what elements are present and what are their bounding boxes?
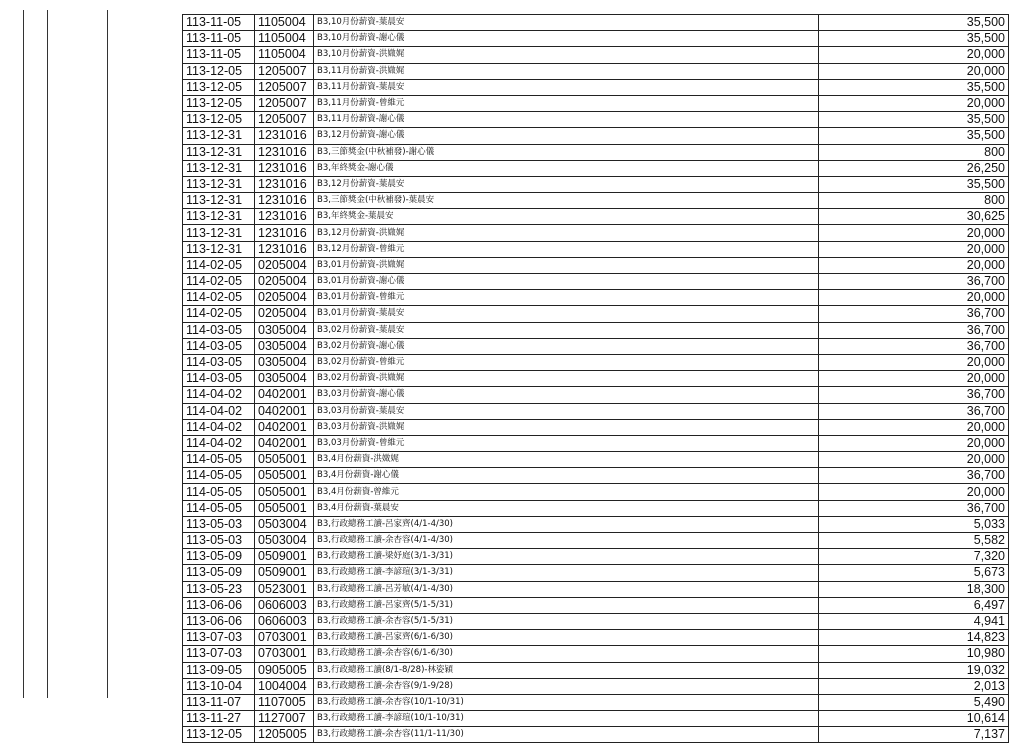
amount-cell: 10,980 bbox=[819, 646, 1009, 662]
description-cell: B3,10月份薪資-葉晨安 bbox=[314, 15, 819, 31]
voucher-cell: 0523001 bbox=[255, 581, 314, 597]
table-row bbox=[183, 646, 1009, 662]
date-cell: 113-12-31 bbox=[183, 225, 255, 241]
amount-cell: 36,700 bbox=[819, 306, 1009, 322]
amount-cell: 5,582 bbox=[819, 533, 1009, 549]
table-row bbox=[183, 209, 1009, 225]
amount-cell: 2,013 bbox=[819, 678, 1009, 694]
date-cell: 113-06-06 bbox=[183, 597, 255, 613]
voucher-cell: 0402001 bbox=[255, 387, 314, 403]
table-row bbox=[183, 290, 1009, 306]
description-cell: B3,03月份薪資-謝心儀 bbox=[314, 387, 819, 403]
table-row bbox=[183, 533, 1009, 549]
description-cell: B3,10月份薪資-洪媺娓 bbox=[314, 47, 819, 63]
table-row bbox=[183, 549, 1009, 565]
table-row bbox=[183, 452, 1009, 468]
voucher-cell: 0509001 bbox=[255, 565, 314, 581]
description-cell: B3,12月份薪資-曾維元 bbox=[314, 241, 819, 257]
voucher-cell: 0305004 bbox=[255, 354, 314, 370]
description-cell: B3,行政總務工讀(8/1-8/28)-林姿穎 bbox=[314, 662, 819, 678]
voucher-cell: 0305004 bbox=[255, 322, 314, 338]
description-cell: B3,01月份薪資-洪媺娓 bbox=[314, 257, 819, 273]
table-row bbox=[183, 112, 1009, 128]
date-cell: 113-12-31 bbox=[183, 144, 255, 160]
date-cell: 113-10-04 bbox=[183, 678, 255, 694]
voucher-cell: 0505001 bbox=[255, 484, 314, 500]
amount-cell: 20,000 bbox=[819, 452, 1009, 468]
description-cell: B3,行政總務工讀-余杏容(4/1-4/30) bbox=[314, 533, 819, 549]
date-cell: 113-12-31 bbox=[183, 193, 255, 209]
table-row bbox=[183, 371, 1009, 387]
voucher-cell: 0905005 bbox=[255, 662, 314, 678]
voucher-cell: 1127007 bbox=[255, 711, 314, 727]
date-cell: 113-05-03 bbox=[183, 516, 255, 532]
description-cell: B3,12月份薪資-謝心儀 bbox=[314, 128, 819, 144]
description-cell: B3,年終獎金-葉晨安 bbox=[314, 209, 819, 225]
date-cell: 113-12-31 bbox=[183, 128, 255, 144]
table-row bbox=[183, 678, 1009, 694]
date-cell: 114-04-02 bbox=[183, 403, 255, 419]
voucher-cell: 1105004 bbox=[255, 47, 314, 63]
amount-cell: 20,000 bbox=[819, 95, 1009, 111]
table-row bbox=[183, 403, 1009, 419]
table-row bbox=[183, 613, 1009, 629]
amount-cell: 20,000 bbox=[819, 241, 1009, 257]
amount-cell: 20,000 bbox=[819, 371, 1009, 387]
date-cell: 113-12-05 bbox=[183, 112, 255, 128]
description-cell: B3,4月份薪資-謝心儀 bbox=[314, 468, 819, 484]
table-row bbox=[183, 484, 1009, 500]
date-cell: 114-02-05 bbox=[183, 306, 255, 322]
amount-cell: 20,000 bbox=[819, 290, 1009, 306]
date-cell: 113-09-05 bbox=[183, 662, 255, 678]
amount-cell: 36,700 bbox=[819, 338, 1009, 354]
description-cell: B3,行政總務工讀-李諺瑄(10/1-10/31) bbox=[314, 711, 819, 727]
date-cell: 114-03-05 bbox=[183, 322, 255, 338]
description-cell: B3,02月份薪資-洪媺娓 bbox=[314, 371, 819, 387]
voucher-cell: 0505001 bbox=[255, 452, 314, 468]
description-cell: B3,行政總務工讀-李諺瑄(3/1-3/31) bbox=[314, 565, 819, 581]
voucher-cell: 1105004 bbox=[255, 31, 314, 47]
date-cell: 113-12-05 bbox=[183, 79, 255, 95]
date-cell: 114-03-05 bbox=[183, 371, 255, 387]
date-cell: 113-05-09 bbox=[183, 549, 255, 565]
table-row bbox=[183, 435, 1009, 451]
amount-cell: 35,500 bbox=[819, 79, 1009, 95]
voucher-cell: 1205007 bbox=[255, 63, 314, 79]
table-row bbox=[183, 516, 1009, 532]
voucher-cell: 0305004 bbox=[255, 338, 314, 354]
description-cell: B3,11月份薪資-葉晨安 bbox=[314, 79, 819, 95]
date-cell: 114-04-02 bbox=[183, 419, 255, 435]
amount-cell: 36,700 bbox=[819, 468, 1009, 484]
amount-cell: 800 bbox=[819, 144, 1009, 160]
table-row bbox=[183, 31, 1009, 47]
description-cell: B3,12月份薪資-洪媺娓 bbox=[314, 225, 819, 241]
table-row bbox=[183, 387, 1009, 403]
voucher-cell: 0606003 bbox=[255, 613, 314, 629]
amount-cell: 800 bbox=[819, 193, 1009, 209]
date-cell: 114-02-05 bbox=[183, 274, 255, 290]
amount-cell: 36,700 bbox=[819, 403, 1009, 419]
date-cell: 113-07-03 bbox=[183, 630, 255, 646]
table-row bbox=[183, 274, 1009, 290]
table-row bbox=[183, 630, 1009, 646]
description-cell: B3,行政總務工讀-梁妤庭(3/1-3/31) bbox=[314, 549, 819, 565]
table-row bbox=[183, 419, 1009, 435]
amount-cell: 14,823 bbox=[819, 630, 1009, 646]
table-row bbox=[183, 95, 1009, 111]
table-row bbox=[183, 662, 1009, 678]
voucher-cell: 1205007 bbox=[255, 95, 314, 111]
table-row bbox=[183, 79, 1009, 95]
date-cell: 114-05-05 bbox=[183, 484, 255, 500]
table-row bbox=[183, 727, 1009, 743]
table-row bbox=[183, 597, 1009, 613]
table-row bbox=[183, 225, 1009, 241]
amount-cell: 35,500 bbox=[819, 15, 1009, 31]
table-row bbox=[183, 47, 1009, 63]
description-cell: B3,4月份薪資-洪媺娓 bbox=[314, 452, 819, 468]
description-cell: B3,03月份薪資-葉晨安 bbox=[314, 403, 819, 419]
date-cell: 114-03-05 bbox=[183, 354, 255, 370]
voucher-cell: 0205004 bbox=[255, 274, 314, 290]
date-cell: 113-11-05 bbox=[183, 31, 255, 47]
date-cell: 113-12-31 bbox=[183, 160, 255, 176]
description-cell: B3,02月份薪資-謝心儀 bbox=[314, 338, 819, 354]
amount-cell: 36,700 bbox=[819, 274, 1009, 290]
date-cell: 114-02-05 bbox=[183, 290, 255, 306]
amount-cell: 20,000 bbox=[819, 484, 1009, 500]
description-cell: B3,12月份薪資-葉晨安 bbox=[314, 176, 819, 192]
voucher-cell: 0703001 bbox=[255, 646, 314, 662]
voucher-cell: 1004004 bbox=[255, 678, 314, 694]
description-cell: B3,三節獎金(中秋補發)-葉晨安 bbox=[314, 193, 819, 209]
amount-cell: 20,000 bbox=[819, 419, 1009, 435]
voucher-cell: 1205007 bbox=[255, 79, 314, 95]
date-cell: 114-05-05 bbox=[183, 500, 255, 516]
description-cell: B3,年終獎金-謝心儀 bbox=[314, 160, 819, 176]
description-cell: B3,三節獎金(中秋補發)-謝心儀 bbox=[314, 144, 819, 160]
description-cell: B3,行政總務工讀-呂芳敏(4/1-4/30) bbox=[314, 581, 819, 597]
amount-cell: 30,625 bbox=[819, 209, 1009, 225]
table-row bbox=[183, 711, 1009, 727]
date-cell: 113-12-31 bbox=[183, 209, 255, 225]
voucher-cell: 0503004 bbox=[255, 533, 314, 549]
date-cell: 114-05-05 bbox=[183, 452, 255, 468]
date-cell: 113-06-06 bbox=[183, 613, 255, 629]
description-cell: B3,行政總務工讀-余杏容(11/1-11/30) bbox=[314, 727, 819, 743]
amount-cell: 36,700 bbox=[819, 500, 1009, 516]
table-row bbox=[183, 144, 1009, 160]
description-cell: B3,行政總務工讀-呂家齊(4/1-4/30) bbox=[314, 516, 819, 532]
table-row bbox=[183, 160, 1009, 176]
voucher-cell: 1231016 bbox=[255, 128, 314, 144]
amount-cell: 5,673 bbox=[819, 565, 1009, 581]
description-cell: B3,10月份薪資-謝心儀 bbox=[314, 31, 819, 47]
date-cell: 113-12-05 bbox=[183, 63, 255, 79]
table-row bbox=[183, 565, 1009, 581]
amount-cell: 20,000 bbox=[819, 63, 1009, 79]
table-row bbox=[183, 15, 1009, 31]
table-row bbox=[183, 306, 1009, 322]
description-cell: B3,11月份薪資-曾維元 bbox=[314, 95, 819, 111]
description-cell: B3,01月份薪資-葉晨安 bbox=[314, 306, 819, 322]
amount-cell: 4,941 bbox=[819, 613, 1009, 629]
date-cell: 113-12-31 bbox=[183, 176, 255, 192]
voucher-cell: 0402001 bbox=[255, 435, 314, 451]
description-cell: B3,03月份薪資-洪媺娓 bbox=[314, 419, 819, 435]
date-cell: 113-12-05 bbox=[183, 95, 255, 111]
voucher-cell: 0703001 bbox=[255, 630, 314, 646]
voucher-cell: 0205004 bbox=[255, 306, 314, 322]
table-row bbox=[183, 63, 1009, 79]
description-cell: B3,11月份薪資-謝心儀 bbox=[314, 112, 819, 128]
voucher-cell: 0509001 bbox=[255, 549, 314, 565]
amount-cell: 20,000 bbox=[819, 435, 1009, 451]
amount-cell: 35,500 bbox=[819, 31, 1009, 47]
table-row bbox=[183, 257, 1009, 273]
voucher-cell: 1231016 bbox=[255, 209, 314, 225]
amount-cell: 36,700 bbox=[819, 387, 1009, 403]
amount-cell: 7,320 bbox=[819, 549, 1009, 565]
amount-cell: 35,500 bbox=[819, 176, 1009, 192]
amount-cell: 5,490 bbox=[819, 694, 1009, 710]
table-row bbox=[183, 241, 1009, 257]
description-cell: B3,02月份薪資-葉晨安 bbox=[314, 322, 819, 338]
amount-cell: 20,000 bbox=[819, 257, 1009, 273]
voucher-cell: 0505001 bbox=[255, 468, 314, 484]
description-cell: B3,4月份薪資-曾維元 bbox=[314, 484, 819, 500]
description-cell: B3,11月份薪資-洪媺娓 bbox=[314, 63, 819, 79]
voucher-cell: 0205004 bbox=[255, 290, 314, 306]
amount-cell: 35,500 bbox=[819, 112, 1009, 128]
date-cell: 113-11-05 bbox=[183, 47, 255, 63]
description-cell: B3,03月份薪資-曾維元 bbox=[314, 435, 819, 451]
description-cell: B3,02月份薪資-曾維元 bbox=[314, 354, 819, 370]
ledger-table bbox=[182, 14, 1009, 743]
amount-cell: 6,497 bbox=[819, 597, 1009, 613]
voucher-cell: 1105004 bbox=[255, 15, 314, 31]
voucher-cell: 1231016 bbox=[255, 241, 314, 257]
description-cell: B3,01月份薪資-曾維元 bbox=[314, 290, 819, 306]
description-cell: B3,行政總務工讀-余杏容(5/1-5/31) bbox=[314, 613, 819, 629]
date-cell: 113-11-05 bbox=[183, 15, 255, 31]
amount-cell: 20,000 bbox=[819, 47, 1009, 63]
voucher-cell: 0503004 bbox=[255, 516, 314, 532]
amount-cell: 10,614 bbox=[819, 711, 1009, 727]
date-cell: 114-04-02 bbox=[183, 387, 255, 403]
table-row bbox=[183, 176, 1009, 192]
voucher-cell: 1231016 bbox=[255, 176, 314, 192]
amount-cell: 20,000 bbox=[819, 225, 1009, 241]
amount-cell: 18,300 bbox=[819, 581, 1009, 597]
amount-cell: 19,032 bbox=[819, 662, 1009, 678]
voucher-cell: 1231016 bbox=[255, 144, 314, 160]
description-cell: B3,行政總務工讀-余杏容(6/1-6/30) bbox=[314, 646, 819, 662]
voucher-cell: 1231016 bbox=[255, 160, 314, 176]
voucher-cell: 1231016 bbox=[255, 225, 314, 241]
ledger-body bbox=[183, 15, 1009, 743]
table-row bbox=[183, 694, 1009, 710]
amount-cell: 35,500 bbox=[819, 128, 1009, 144]
left-margin-line-1 bbox=[23, 10, 24, 698]
date-cell: 113-07-03 bbox=[183, 646, 255, 662]
description-cell: B3,行政總務工讀-呂家齊(6/1-6/30) bbox=[314, 630, 819, 646]
date-cell: 113-05-09 bbox=[183, 565, 255, 581]
voucher-cell: 0402001 bbox=[255, 403, 314, 419]
table-row bbox=[183, 581, 1009, 597]
amount-cell: 20,000 bbox=[819, 354, 1009, 370]
date-cell: 113-05-03 bbox=[183, 533, 255, 549]
voucher-cell: 0606003 bbox=[255, 597, 314, 613]
voucher-cell: 1205005 bbox=[255, 727, 314, 743]
table-row bbox=[183, 468, 1009, 484]
amount-cell: 26,250 bbox=[819, 160, 1009, 176]
left-margin-line-2 bbox=[47, 10, 48, 698]
table-row bbox=[183, 128, 1009, 144]
amount-cell: 5,033 bbox=[819, 516, 1009, 532]
table-row bbox=[183, 193, 1009, 209]
date-cell: 114-03-05 bbox=[183, 338, 255, 354]
table-row bbox=[183, 354, 1009, 370]
voucher-cell: 1231016 bbox=[255, 193, 314, 209]
description-cell: B3,行政總務工讀-呂家齊(5/1-5/31) bbox=[314, 597, 819, 613]
voucher-cell: 0305004 bbox=[255, 371, 314, 387]
voucher-cell: 1205007 bbox=[255, 112, 314, 128]
voucher-cell: 0205004 bbox=[255, 257, 314, 273]
table-row bbox=[183, 338, 1009, 354]
description-cell: B3,4月份薪資-葉晨安 bbox=[314, 500, 819, 516]
voucher-cell: 0505001 bbox=[255, 500, 314, 516]
date-cell: 113-11-07 bbox=[183, 694, 255, 710]
description-cell: B3,行政總務工讀-余杏容(10/1-10/31) bbox=[314, 694, 819, 710]
left-margin-line-3 bbox=[107, 10, 108, 698]
date-cell: 113-12-31 bbox=[183, 241, 255, 257]
description-cell: B3,行政總務工讀-余杏容(9/1-9/28) bbox=[314, 678, 819, 694]
table-row bbox=[183, 500, 1009, 516]
date-cell: 114-02-05 bbox=[183, 257, 255, 273]
description-cell: B3,01月份薪資-謝心儀 bbox=[314, 274, 819, 290]
voucher-cell: 0402001 bbox=[255, 419, 314, 435]
date-cell: 114-04-02 bbox=[183, 435, 255, 451]
date-cell: 114-05-05 bbox=[183, 468, 255, 484]
amount-cell: 7,137 bbox=[819, 727, 1009, 743]
table-row bbox=[183, 322, 1009, 338]
date-cell: 113-05-23 bbox=[183, 581, 255, 597]
date-cell: 113-11-27 bbox=[183, 711, 255, 727]
voucher-cell: 1107005 bbox=[255, 694, 314, 710]
amount-cell: 36,700 bbox=[819, 322, 1009, 338]
date-cell: 113-12-05 bbox=[183, 727, 255, 743]
